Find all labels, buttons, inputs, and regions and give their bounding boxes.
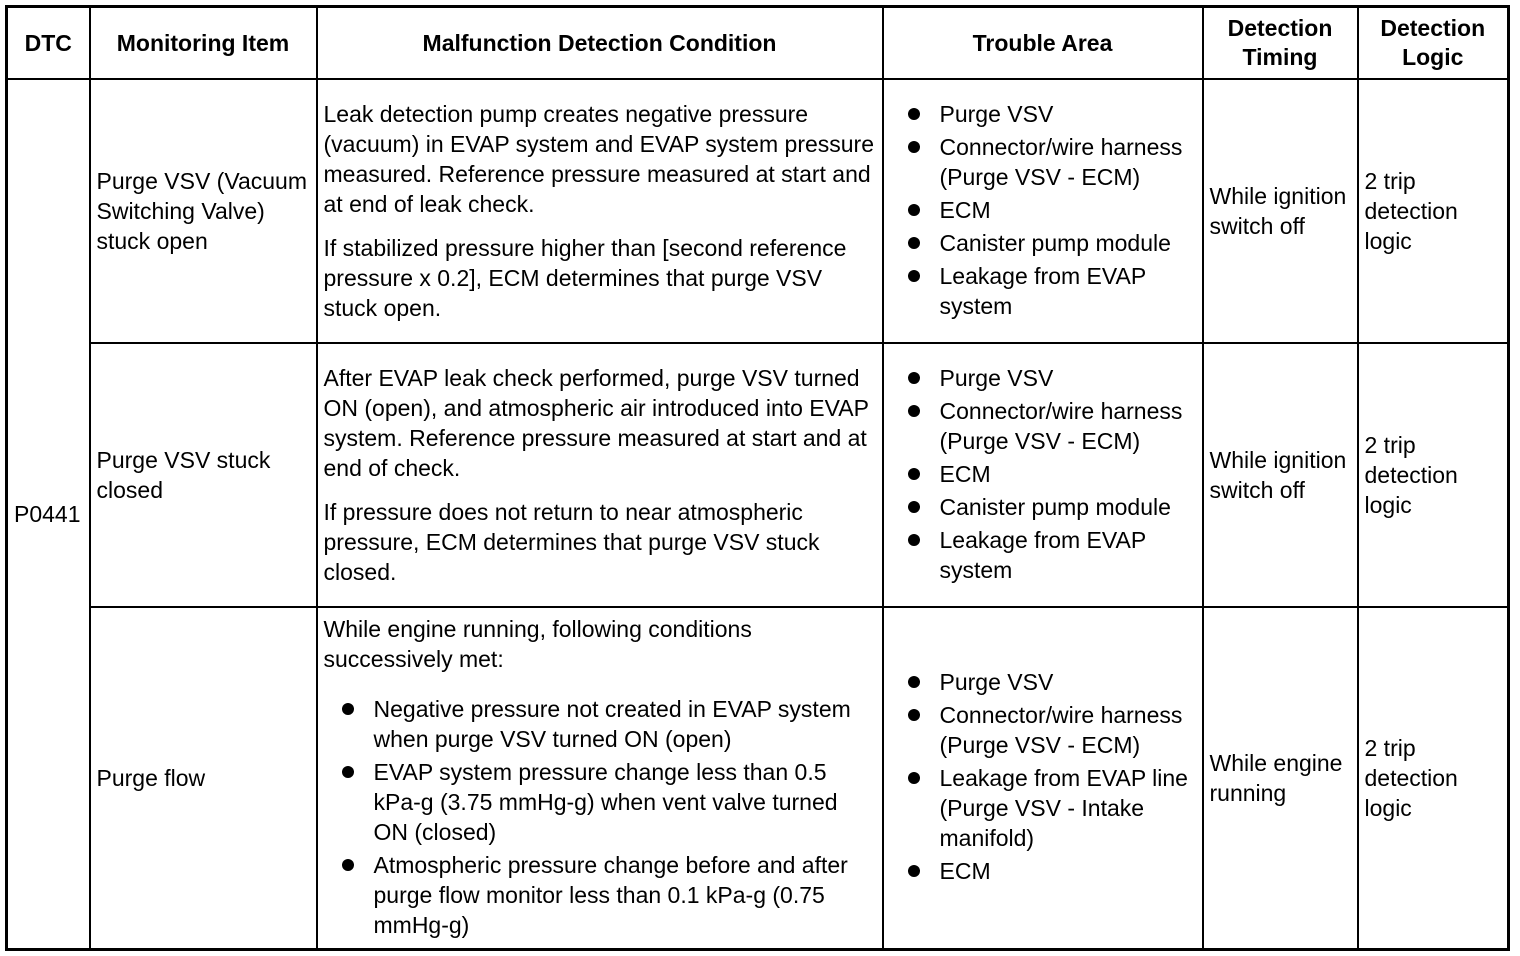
bullet-icon — [908, 204, 920, 216]
list-item: Leakage from EVAP system — [890, 261, 1196, 321]
list-item: Connector/wire harness (Purge VSV - ECM) — [890, 700, 1196, 760]
condition-cell — [317, 79, 883, 343]
list-item: Canister pump module — [890, 228, 1196, 258]
trouble-area-list — [890, 667, 1196, 886]
bullet-icon — [908, 405, 920, 417]
list-item: Purge VSV — [890, 667, 1196, 697]
condition-paragraph: If stabilized pressure higher than [second reference pressure x 0.2], ECM determines that purge VSV stuck open. — [323, 235, 847, 321]
list-item: EVAP system pressure change less than 0.5 kPa-g (3.75 mmHg-g) when vent valve turned ON (closed) — [324, 757, 876, 847]
list-item: Leakage from EVAP line (Purge VSV - Intake manifold) — [890, 763, 1196, 853]
timing-cell: While ignition switch off — [1203, 343, 1358, 607]
monitoring-item-cell: Purge VSV (Vacuum Switching Valve) stuck open — [90, 79, 317, 343]
dtc-table — [5, 5, 1510, 951]
list-item: Leakage from EVAP system — [890, 525, 1196, 585]
logic-cell: 2 trip detection logic — [1358, 607, 1509, 950]
list-item: Connector/wire harness (Purge VSV - ECM) — [890, 132, 1196, 192]
trouble-area-cell — [883, 343, 1203, 607]
monitoring-item-cell: Purge flow — [90, 607, 317, 950]
header-monitoring-item: Monitoring Item — [90, 7, 317, 80]
bullet-icon — [908, 772, 920, 784]
list-item: Connector/wire harness (Purge VSV - ECM) — [890, 396, 1196, 456]
bullet-icon — [342, 859, 354, 871]
table-row — [7, 79, 1509, 343]
condition-cell — [317, 343, 883, 607]
list-item: Purge VSV — [890, 363, 1196, 393]
header-timing: Detection Timing — [1203, 7, 1358, 80]
condition-paragraph: After EVAP leak check performed, purge VSV turned ON (open), and atmospheric air introduced into EVAP system. Reference pressure measured at start and at end of check. — [323, 365, 869, 481]
dtc-code: P0441 — [7, 79, 90, 950]
trouble-area-list — [890, 99, 1196, 321]
bullet-icon — [908, 709, 920, 721]
condition-paragraph: Leak detection pump creates negative pressure (vacuum) in EVAP system and EVAP system pressure measured. Reference pressure measured at start and at end of leak check. — [323, 101, 875, 217]
timing-cell: While ignition switch off — [1203, 79, 1358, 343]
bullet-icon — [908, 501, 920, 513]
trouble-area-cell — [883, 79, 1203, 343]
list-item: Atmospheric pressure change before and after purge flow monitor less than 0.1 kPa-g (0.75 mmHg-g) — [324, 850, 876, 940]
monitoring-item-cell: Purge VSV stuck closed — [90, 343, 317, 607]
bullet-icon — [908, 468, 920, 480]
list-item: ECM — [890, 195, 1196, 225]
header-condition: Malfunction Detection Condition — [317, 7, 883, 80]
list-item: ECM — [890, 856, 1196, 886]
condition-paragraph: If pressure does not return to near atmospheric pressure, ECM determines that purge VSV stuck closed. — [323, 499, 820, 585]
table-row — [7, 343, 1509, 607]
condition-cell — [317, 607, 883, 950]
list-item: Canister pump module — [890, 492, 1196, 522]
bullet-icon — [908, 270, 920, 282]
bullet-icon — [908, 141, 920, 153]
logic-cell: 2 trip detection logic — [1358, 343, 1509, 607]
list-item: ECM — [890, 459, 1196, 489]
bullet-icon — [908, 534, 920, 546]
condition-intro: While engine running, following conditions successively met: — [323, 615, 752, 672]
bullet-icon — [908, 372, 920, 384]
table-header-row — [7, 7, 1509, 80]
header-trouble-area: Trouble Area — [883, 7, 1203, 80]
bullet-icon — [908, 865, 920, 877]
header-logic: Detection Logic — [1358, 7, 1509, 80]
list-item: Negative pressure not created in EVAP system when purge VSV turned ON (open) — [324, 694, 876, 754]
condition-list — [324, 694, 876, 940]
bullet-icon — [342, 703, 354, 715]
timing-cell: While engine running — [1203, 607, 1358, 950]
header-dtc: DTC — [7, 7, 90, 80]
logic-cell: 2 trip detection logic — [1358, 79, 1509, 343]
list-item: Purge VSV — [890, 99, 1196, 129]
bullet-icon — [908, 237, 920, 249]
bullet-icon — [908, 676, 920, 688]
table-row — [7, 607, 1509, 950]
trouble-area-cell — [883, 607, 1203, 950]
bullet-icon — [342, 766, 354, 778]
trouble-area-list — [890, 363, 1196, 585]
dtc-table-sheet — [5, 5, 1507, 949]
bullet-icon — [908, 108, 920, 120]
